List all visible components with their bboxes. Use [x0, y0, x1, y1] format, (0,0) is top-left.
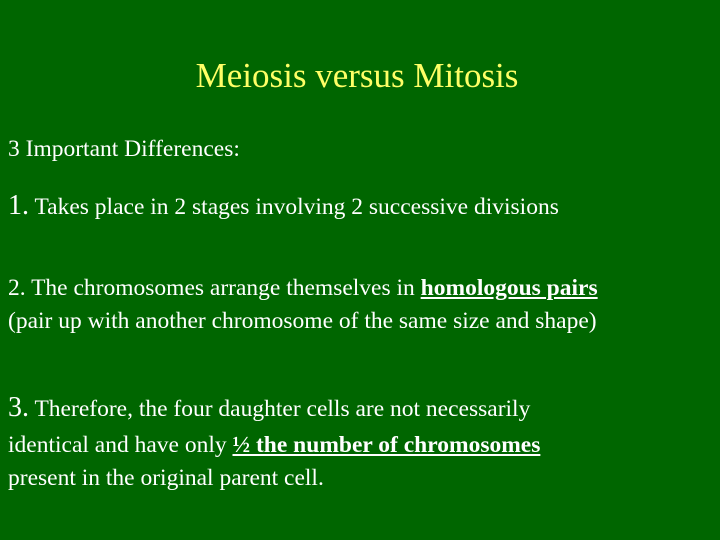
- point-1-text: Takes place in 2 stages involving 2 successive divisions: [34, 194, 559, 220]
- slide-title: Meiosis versus Mitosis: [195, 56, 519, 95]
- point-2-line-2: (pair up with another chromosome of the same size and shape): [8, 308, 597, 334]
- point-3-number: 3.: [8, 392, 29, 423]
- half-chromosomes-emphasis: ½ the number of chromosomes: [232, 432, 541, 458]
- point-3-line-3: present in the original parent cell.: [8, 465, 324, 491]
- point-1: [8, 192, 559, 221]
- intro-text: 3 Important Differences:: [8, 136, 240, 162]
- point-3-line-2: [8, 431, 540, 459]
- point-2-line-1: [8, 274, 598, 302]
- point-3-text: Therefore, the four daughter cells are not necessarily: [34, 396, 531, 422]
- point-3-line-1: [8, 394, 530, 423]
- homologous-pairs-emphasis: homologous pairs: [420, 275, 598, 301]
- point-3-line-2-text: identical and have only: [8, 432, 233, 458]
- point-2-text: 2. The chromosomes arrange themselves in: [8, 275, 421, 301]
- point-1-number: 1.: [8, 190, 29, 221]
